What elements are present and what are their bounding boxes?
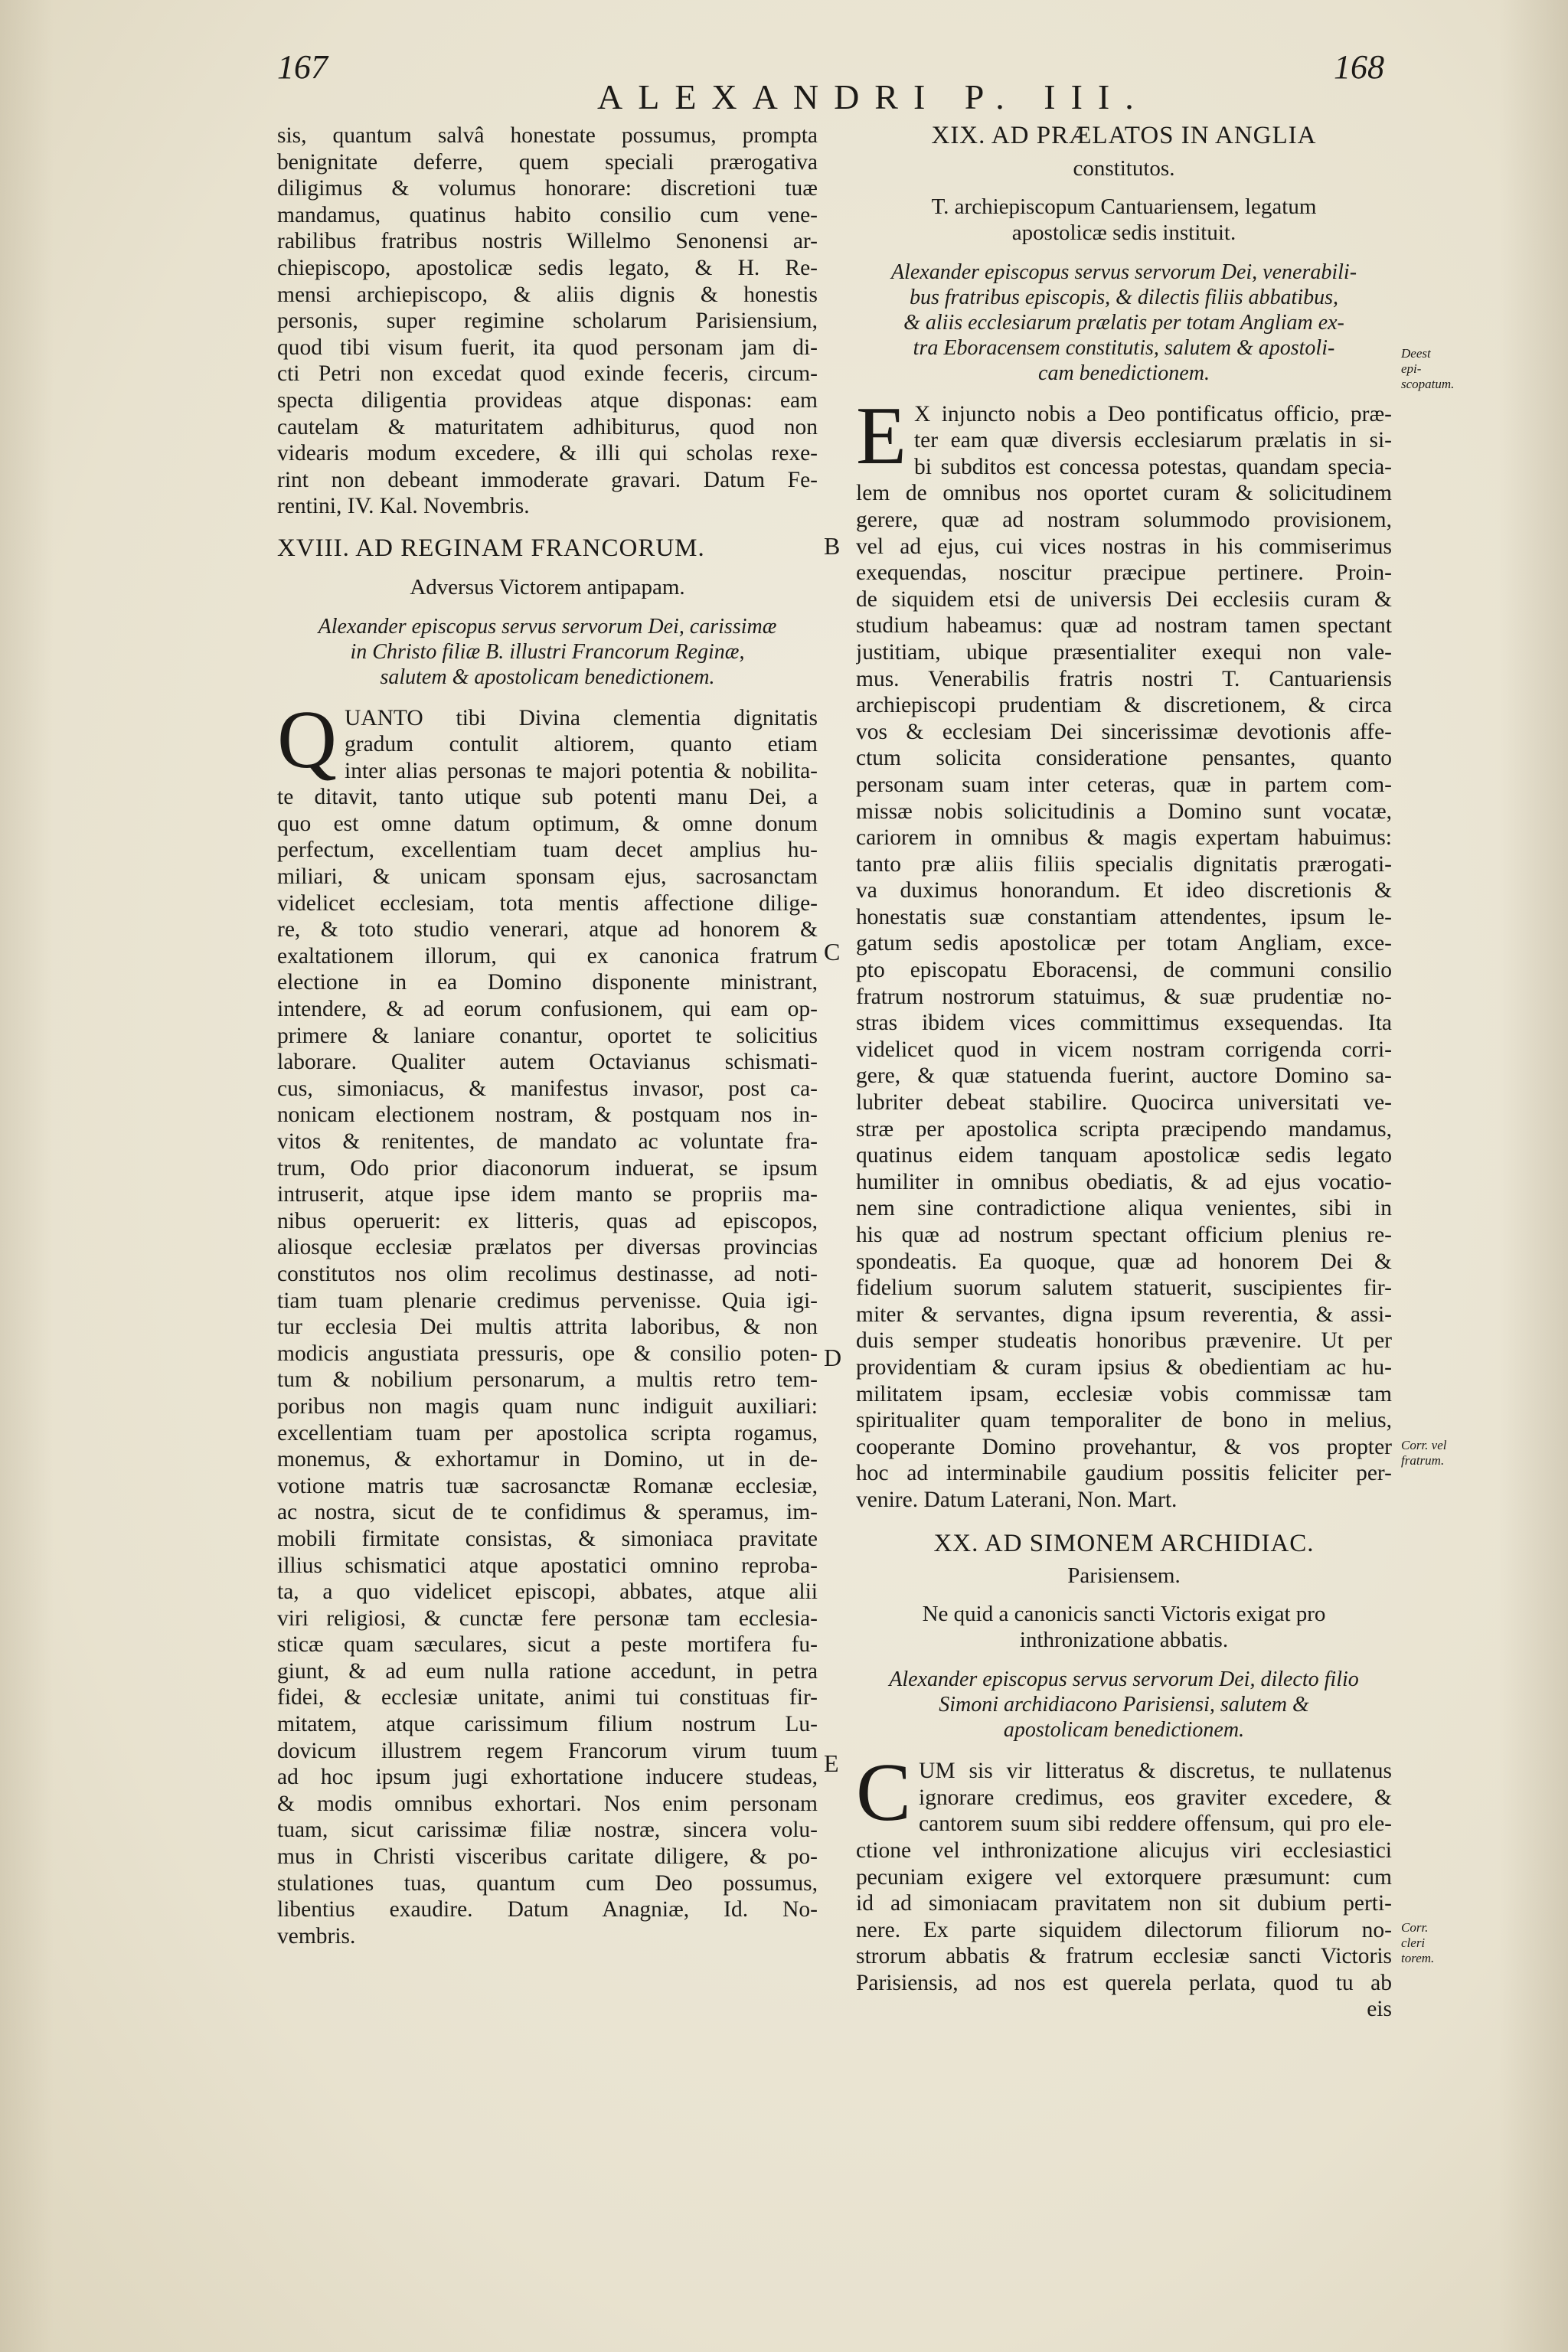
text-line: fidei, & ecclesiæ unitate, animi tui constituas fir- [277,1685,818,1710]
text-line: nibus operuerit: ex litteris, quas ad episcopos, [277,1208,818,1233]
running-title: ALEXANDRI P. III. [597,77,1149,116]
text-line: ignorare credimus, eos graviter excedere, & [919,1785,1392,1810]
text-line: stræ per apostolica scripta præcipendo mandamus, [856,1116,1392,1142]
text-line: id ad simoniacam pravitatem non sit dubium perti- [856,1891,1392,1916]
text-line: stulationes tuas, quantum cum Deo possumus, [277,1870,818,1896]
letter-heading-continued: Parisiensem. [1067,1563,1181,1589]
text-line: ter eam quæ diversis ecclesiarum prælatis in si- [913,428,1392,453]
text-line: personam suam inter ceteras, quæ in partem com- [856,772,1392,797]
text-line: gere, & quæ statuenda fuerint, auctore Domino sa- [856,1063,1392,1089]
letter-salutation [277,614,818,690]
text-line: mus. Venerabilis fratris nostri T. Cantuariensis [856,666,1392,691]
salutation-line: Alexander episcopus servus servorum Dei, dilecto filio [889,1668,1359,1692]
right-column [856,122,1392,2023]
text-line: Parisiensis, ad nos est querela perlata, quod tu ab [856,1970,1392,1995]
text-line: justitiam, ubique præsentialiter exequi non vale- [856,639,1392,665]
text-line: archiepiscopi prudentiam & discretionem, & circa [856,693,1392,718]
text-line: nem sine contradictione aliqua venientes, sibi in [856,1196,1392,1221]
letter-body [856,1747,1392,2023]
text-line: quatinus eidem tanquam apostolicæ sedis legato [856,1143,1392,1168]
margin-note: Corr. cleri torem. [1401,1920,1435,1965]
salutation-line: cam benedictionem. [1038,361,1210,385]
text-line: miliari, & unicam sponsam ejus, sacrosanctam [277,864,818,890]
text-line: cautelam & maturitatem adhibiturus, quod non [277,414,818,439]
summary-line: T. archiepiscopum Cantuariensem, legatum [931,194,1317,219]
page-number-right: 168 [1334,48,1384,86]
text-line: mitatem, atque carissimum filium nostrum Lu- [277,1712,818,1737]
text-line: ad hoc ipsum jugi exhortatione inducere studeas, [277,1765,818,1790]
text-line: aliosque ecclesiæ prælatos per diversas provincias [277,1235,818,1260]
letter-heading-continued: constitutos. [1073,155,1175,181]
page-number-left: 167 [277,48,328,86]
text-line: tum & nobilium personarum, a multis retro tem- [277,1367,818,1393]
text-line: spiritualiter quam temporaliter de bono in melius, [856,1408,1392,1433]
text-line: stras ibidem vices committimus exsequendas. Ita [856,1011,1392,1036]
summary-line: apostolicæ sedis instituit. [1011,220,1236,245]
text-line: UANTO tibi Divina clementia dignitatis [345,705,818,730]
text-line: ac nostra, sicut de te confidimus & speramus, im- [277,1500,818,1525]
text-line: miter & servantes, digna ipsum reverentia, & assi- [856,1302,1392,1327]
section-marker-d: D [824,1344,842,1371]
text-line: videlicet ecclesiam, tota mentis affectione dilige- [277,890,818,916]
text-line: mobili firmitate consistas, & simoniaca pravitate [277,1526,818,1551]
text-line: rentini, IV. Kal. Novembris. [277,494,530,519]
letter-heading: XVIII. AD REGINAM FRANCORUM. [277,534,705,562]
text-line: chiepiscopo, apostolicæ sedis legato, & H. Re- [277,255,818,280]
text-line: spondeatis. Ea quoque, quæ ad honorem Dei & [856,1249,1392,1274]
text-line: X injuncto nobis a Deo pontificatus officio, præ- [913,401,1392,426]
text-line: missæ nobis solicitudinis a Domino sunt vocatæ, [856,799,1392,824]
letter-heading: XX. AD SIMONEM ARCHIDIAC. [933,1529,1315,1557]
text-line: lem de omnibus nos oportet curam & solicitudinem [856,481,1392,506]
text-line: personis, super regimine scholarum Parisiensium, [277,309,818,334]
text-line: inter alias personas te majori potentia & nobilita- [345,758,818,783]
text-line: benignitate deferre, quem speciali prærogativa [277,149,818,175]
text-line: nere. Ex parte siquidem dilectorum filiorum no- [856,1917,1392,1942]
continued-text [277,122,818,520]
salutation-line: salutem & apostolicam benedictionem. [380,665,715,689]
salutation-line: Alexander episcopus servus servorum Dei, carissimæ [318,614,777,639]
text-line: duis semper studeatis honoribus prævenire. Ut per [856,1328,1392,1354]
text-line: vos & ecclesiam Dei sincerissimæ devotionis affe- [856,719,1392,744]
drop-cap: Q [277,694,337,786]
text-line: constitutos nos olim recolimus destinasse, ad noti- [277,1261,818,1286]
letter-summary [856,1601,1392,1653]
text-line: cantorem suum sibi reddere offensum, qui pro ele- [919,1811,1392,1837]
salutation-line: apostolicam benedictionem. [1003,1718,1245,1743]
text-line: intruserit, atque ipse idem manto se propriis ma- [277,1182,818,1207]
text-line: vel ad ejus, cui vices nostras in his commiserimus [856,534,1392,559]
section-marker-e: E [824,1749,839,1777]
text-line: votione matris tuæ sacrosanctæ Romanæ ecclesiæ, [277,1473,818,1498]
margin-note: Corr. vel fratrum. [1401,1438,1447,1468]
text-line: humiliter in omnibus obediatis, & ad ejus vocatio- [856,1169,1392,1194]
text-line: vembris. [277,1923,356,1949]
text-line: laborare. Qualiter autem Octavianus schismati- [277,1050,818,1075]
letter-summary [856,194,1392,246]
letter-heading: XIX. AD PRÆLATOS IN ANGLIA [931,122,1317,149]
text-line: exaltationem illorum, qui ex canonica fratrum [277,943,818,969]
text-line: gradum contulit altiorem, quanto etiam [345,732,818,757]
text-line: rint non debeant immoderate gravari. Datum Fe- [277,467,818,492]
text-line: intendere, & ad eorum confusionem, qui eam op- [277,997,818,1022]
text-line: ctum solicita consideratione pensantes, quanto [856,746,1392,771]
drop-cap: C [856,1747,912,1839]
text-line: tuam, sicut carissimæ filiæ nostræ, sincera volu- [277,1818,818,1843]
section-marker-b: B [824,532,841,560]
text-line: mensi archiepiscopo, & aliis dignis & honestis [277,282,818,307]
text-line: honestatis suæ constantiam attendentes, ipsum le- [856,904,1392,929]
text-line: poribus non magis quam nunc indiguit auxiliari: [277,1393,818,1419]
text-line: ta, a quo videlicet episcopi, abbates, atque alii [277,1579,818,1605]
text-line: giunt, & ad eum nulla ratione accedunt, in petra [277,1658,818,1684]
summary-line: inthronizatione abbatis. [1019,1628,1229,1653]
text-line: quo est omne datum optimum, & omne donum [277,811,818,836]
text-line: dovicum illustrem regem Francorum virum tuum [277,1738,818,1763]
text-line: electione in ea Domino disponente ministrant, [277,970,818,995]
text-line: gatum sedis apostolicæ per totam Angliam, exce- [856,931,1392,956]
text-line: pecuniam exigere vel extorquere præsumunt: cum [856,1864,1392,1890]
letter-salutation [856,1667,1392,1743]
summary-line: Ne quid a canonicis sancti Victoris exigat pro [922,1602,1326,1627]
text-line: monemus, & exhortamur in Domino, ut in de- [277,1447,818,1472]
text-line: videlicet quod in vicem nostram corrigenda corri- [856,1037,1392,1062]
text-line: venire. Datum Laterani, Non. Mart. [856,1487,1178,1512]
text-line: specta diligentia provideas atque disponas: eam [277,387,818,413]
text-line: illius schismatici atque apostatici omnino reproba- [277,1553,818,1578]
text-line: nonicam electionem nostram, & postquam nos in- [277,1102,818,1128]
text-line: libentius exaudire. Datum Anagniæ, Id. No- [277,1897,818,1922]
text-line: tiam tuam plenarie credimus pervenisse. Quia igi- [277,1288,818,1313]
letter-summary: Adversus Victorem antipapam. [410,574,685,599]
salutation-line: & aliis ecclesiarum prælatis per totam Angliam ex- [903,310,1344,335]
text-line: & modis omnibus exhortari. Nos enim personam [277,1791,818,1816]
text-line: de siquidem etsi de universis Dei ecclesiis curam & [856,586,1392,612]
text-line: his quæ ad nostrum spectant officium plenius re- [856,1223,1392,1247]
text-line: cti Petri non excedat quod exinde feceris, circum- [277,361,818,387]
text-line: cariorem in omnibus & magis expertam habuimus: [856,825,1392,851]
text-line: viri religiosi, & cunctæ fere personæ tam ecclesia- [277,1606,818,1631]
text-line: tanto præ aliis filiis specialis dignitatis prærogati- [856,851,1392,877]
salutation-line: Simoni archidiacono Parisiensi, salutem & [939,1693,1309,1717]
text-line: diligimus & volumus honorare: discretioni tuæ [277,176,818,201]
text-line: videaris modum excedere, & illi qui scholas rexe- [277,441,818,466]
section-marker-c: C [824,938,841,965]
text-line: re, & toto studio venerari, atque ad honorem & [277,917,818,942]
text-line: sticæ quam sæculares, sicut a peste mortifera fu- [277,1632,818,1658]
text-line: tur ecclesia Dei multis attrita laboribus, & non [277,1315,818,1340]
text-line: rabilibus fratribus nostris Willelmo Senonensi ar- [277,229,818,254]
letter-body [856,390,1392,1514]
text-line: lubriter debeat stabilire. Quocirca universitati ve- [856,1090,1392,1116]
left-column [277,122,818,1949]
text-line: providentiam & curam ipsius & obedientiam ac hu- [856,1354,1392,1380]
drop-cap: E [856,390,906,482]
text-line: mus in Christi visceribus caritate diligere, & po- [277,1844,818,1870]
text-line: UM sis vir litteratus & discretus, te nullatenus [919,1759,1392,1784]
salutation-line: in Christo filiæ B. illustri Francorum Reginæ, [350,639,745,664]
text-line: hoc ad interminabile gaudium possitis feliciter per- [856,1461,1392,1486]
text-line: te ditavit, tanto utique sub potenti manu Dei, a [277,785,818,810]
salutation-line: Alexander episcopus servus servorum Dei, venerabili- [890,260,1357,284]
text-line: ctione vel inthronizatione alicujus viri ecclesiastici [856,1838,1392,1863]
text-line: quod tibi visum fuerit, ita quod personam jam di- [277,335,818,360]
text-line: modicis angustiata pressuris, ope & consilio poten- [277,1341,818,1366]
salutation-line: bus fratribus episcopis, & dilectis filiis abbatibus, [909,285,1339,309]
text-line: sis, quantum salvâ honestate possumus, prompta [277,123,818,148]
text-line: militatem ipsam, ecclesiæ vobis commissæ tam [856,1381,1392,1406]
text-line: strorum abbatis & fratrum ecclesiæ sancti Victoris [856,1944,1392,1969]
text-line: excellentiam tuam per apostolica scripta rogamus, [277,1420,818,1446]
letter-salutation [856,260,1392,386]
catchword: eis [1367,1997,1392,2022]
text-line: cus, simoniacus, & manifestus invasor, post ca- [277,1076,818,1101]
text-line: fratrum nostrorum statuimus, & suæ prudentiæ no- [856,984,1392,1009]
text-line: cooperante Domino provehantur, & vos propter [856,1434,1392,1459]
margin-note: Deest epi-scopatum. [1401,346,1455,391]
text-line: primere & laniare conantur, oportet te solicitius [277,1023,818,1048]
text-line: pto episcopatu Eboracensi, de communi consilio [856,958,1392,983]
text-line: exequendas, noscitur præcipue pertinere. Proin- [856,560,1392,586]
text-line: va duximus honorandum. Et ideo discretionis & [856,878,1392,903]
text-line: fidelium suorum salutem statuerit, suscipientes fir- [856,1276,1392,1301]
text-line: trum, Odo prior diaconorum induerat, se ipsum [277,1155,818,1181]
text-line: gerere, quæ ad nostram solummodo provisionem, [856,507,1392,532]
text-line: bi subditos est concessa potestas, quandam specia- [913,454,1392,479]
salutation-line: tra Eboracensem constitutis, salutem & apostoli- [913,335,1335,360]
text-line: perfectum, excellentiam tuam decet amplius hu- [277,838,818,863]
text-line: vitos & renitentes, de mandato ac voluntate fra- [277,1129,818,1154]
text-line: mandamus, quatinus habito consilio cum vene- [277,202,818,227]
text-line: studium habeamus: quæ ad nostram tamen spectant [856,613,1392,639]
letter-body [277,694,818,1950]
